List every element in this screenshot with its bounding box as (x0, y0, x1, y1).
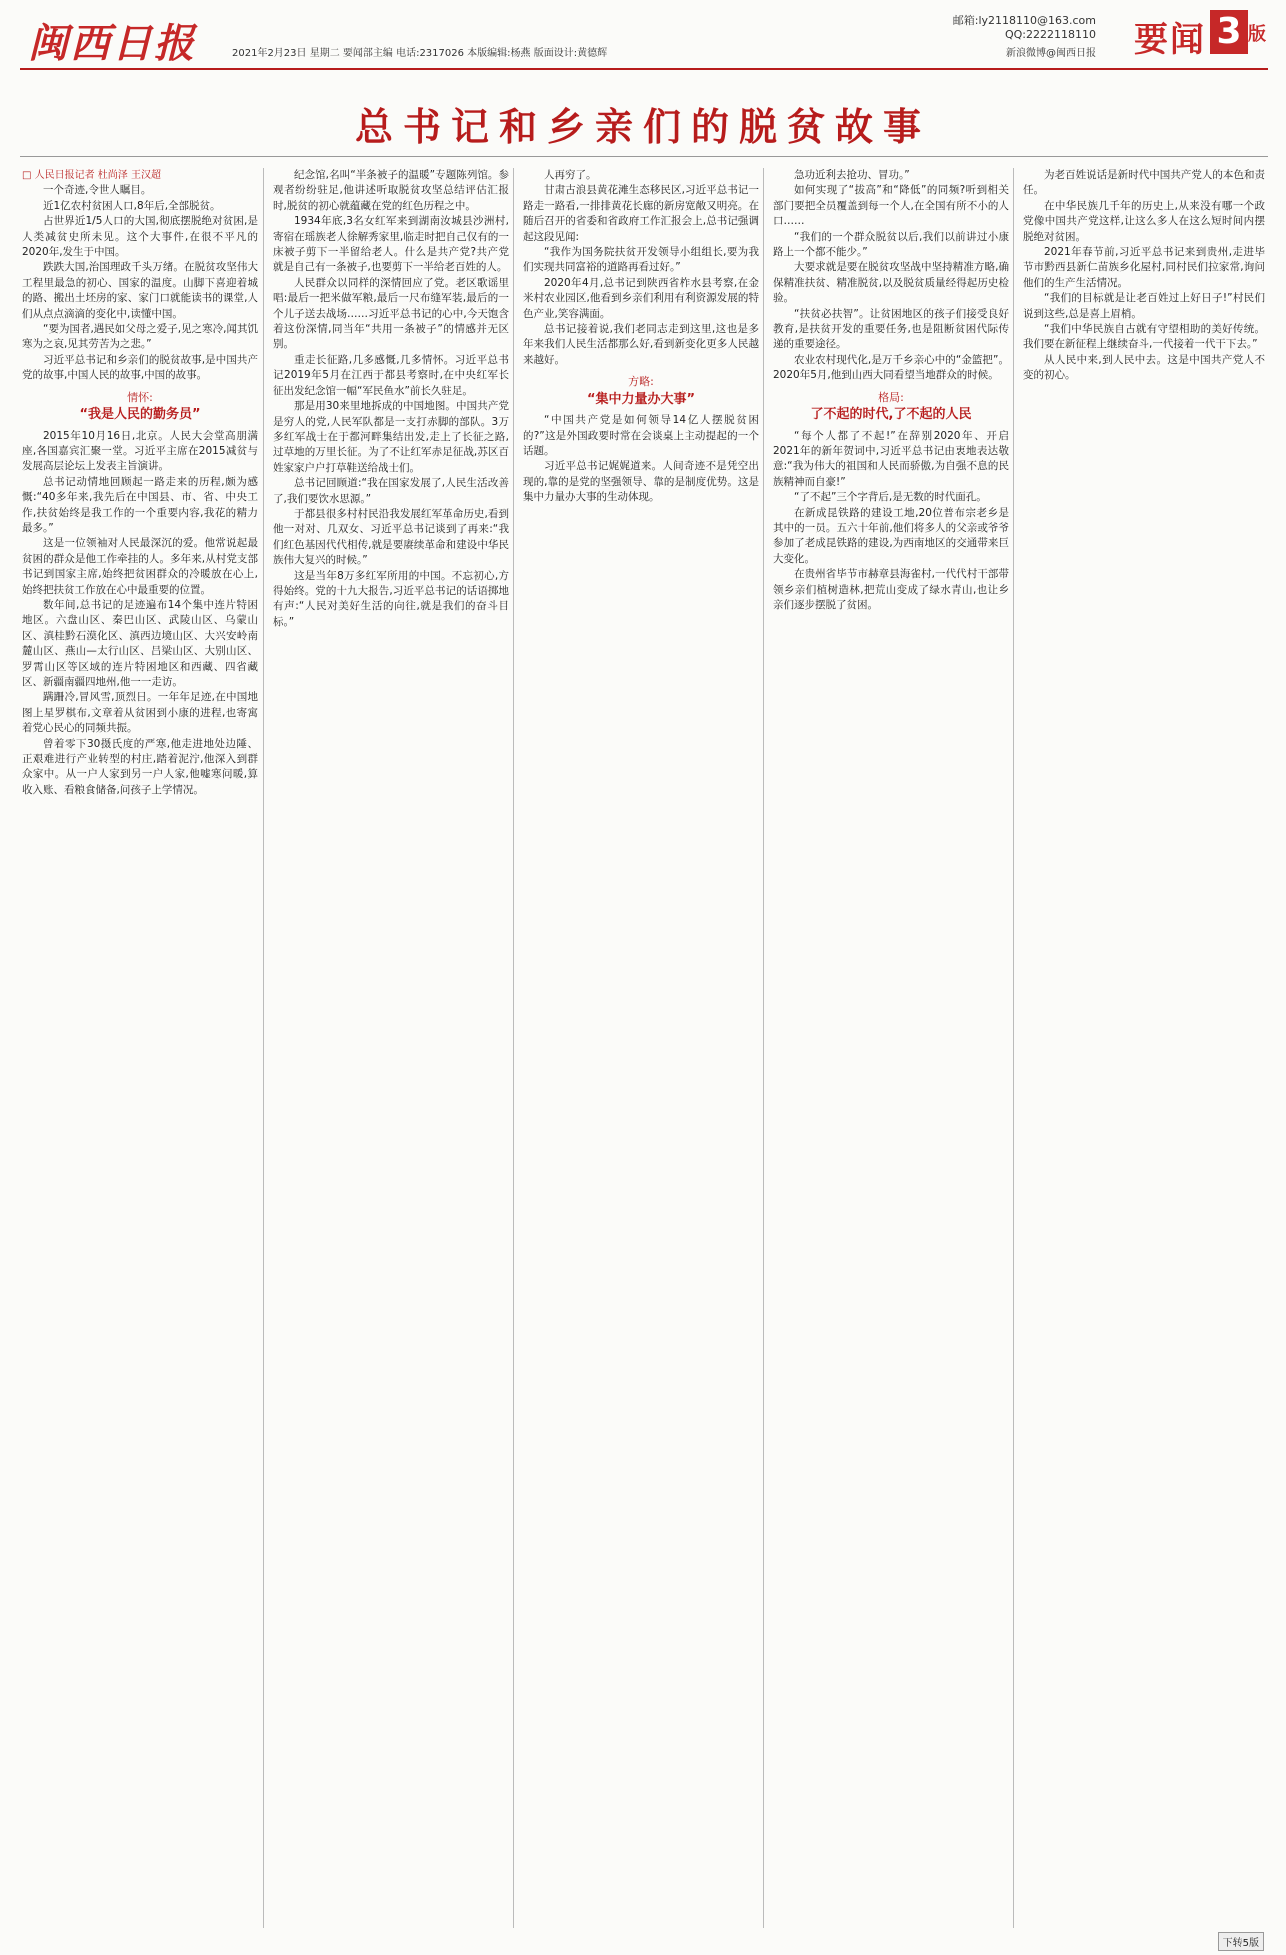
page-suffix: 版 (1248, 24, 1266, 45)
article-paragraph: 这是一位领袖对人民最深沉的爱。他常说起最贫困的群众是他工作牵挂的人。多年来,从村党支部书记到国家主席,始终把贫困群众的冷暖放在心上,始终把扶贫工作放在心中最重要的位置。 (22, 537, 258, 596)
article-paragraph: 人再穷了。 (544, 169, 597, 181)
contact-email: 邮箱:ly2118110@163.com (952, 14, 1096, 27)
article-paragraph: 2020年4月,总书记到陕西省柞水县考察,在金米村农业园区,他看到乡亲们利用有利资源发展的特色产业,笑容满面。 (523, 276, 759, 320)
article-paragraph: 于都县很多村村民沿我发展红军革命历史,看到他一对对、几双女、习近平总书记谈到了再来:“我们红色基因代代相传,就是要赓续革命和建设中华民族伟大复兴的时候。” (273, 507, 509, 567)
article-column-1 (22, 168, 258, 1928)
section-title: “集中力量办大事” (586, 391, 696, 407)
article-column-5 (1023, 168, 1265, 1928)
column-divider (1013, 168, 1014, 1928)
article-paragraph: 从人民中来,到人民中去。这是中国共产党人不变的初心。 (1023, 353, 1265, 382)
continued-tag: 下转5版 (1218, 1932, 1264, 1951)
article-paragraph: “要为国者,遇民如父母之爱子,见之寒冷,闻其饥寒为之哀,见其劳苦为之悲。” (22, 323, 258, 351)
article-paragraph: 为老百姓说话是新时代中国共产党人的本色和责任。 (1023, 169, 1265, 197)
article-paragraph: 跌跌大国,治国理政千头万绪。在脱贫攻坚伟大工程里最急的初心、国家的温度。山脚下喜迎着城的路、搬出土坯房的家、家门口就能读书的课堂,人们从点点滴滴的变化中,读懂中国。 (22, 261, 258, 320)
section-title: 了不起的时代,了不起的人民 (810, 407, 972, 423)
col3b-paragraphs (523, 413, 759, 505)
col1-paragraphs (22, 183, 258, 383)
article-paragraph: 总书记动情地回顾起一路走来的历程,颇为感慨:“40多年来,我先后在中国县、市、省、中央工作,扶贫始终是我工作的一个重要内容,我花的精力最多。” (22, 475, 258, 534)
section-subhead: 方略: (628, 375, 654, 389)
section-name: 要闻 (1134, 20, 1206, 60)
col4b-paragraphs (773, 429, 1009, 614)
article-paragraph: 总书记接着说,我们老同志走到这里,这也是多年来我们人民生活都那么好,看到新变化更多人民越来越好。 (523, 323, 759, 366)
article-paragraph: “每个人都了不起!”在辞别2020年、开启2021年的新年贺词中,习近平总书记由衷地表达敬意:“我为伟大的祖国和人民而骄傲,为自强不息的民族精神而自豪!” (773, 429, 1009, 488)
article-paragraph: 大要求就是要在脱贫攻坚战中坚持精准方略,确保精准扶贫、精准脱贫,以及脱贫质量经得起历史检验。 (773, 261, 1009, 305)
article-paragraph: 这是当年8万多红军所用的中国。不忘初心,方得始终。党的十九大报告,习近平总书记的话语掷地有声:“人民对美好生活的向往,就是我们的奋斗目标。” (273, 569, 509, 628)
article-paragraph: 占世界近1/5人口的大国,彻底摆脱绝对贫困,是人类减贫史所未见。这个大事件,在很不平凡的2020年,发生于中国。 (22, 215, 258, 259)
section-title: “我是人民的勤务员” (79, 407, 201, 423)
article-paragraph: 一个奇迹,令世人瞩目。 (43, 184, 152, 197)
article-paragraph: 重走长征路,几多感慨,几多情怀。习近平总书记2019年5月在江西于都县考察时,在中央红军长征出发纪念馆一幅“军民鱼水”前长久驻足。 (273, 353, 509, 397)
column-divider (763, 168, 764, 1928)
article-paragraph: 总书记回顾道:“我在国家发展了,人民生活改善了,我们要饮水思源。” (273, 477, 509, 505)
contact-qq: QQ:2222118110 (1004, 28, 1096, 41)
article-paragraph: “扶贫必扶智”。让贫困地区的孩子们接受良好教育,是扶贫开发的重要任务,也是阻断贫困代际传递的重要途径。 (773, 307, 1009, 351)
section-subhead: 情怀: (127, 390, 153, 404)
issue-info-line: 2021年2月23日 星期二 要闻部主编 电话:2317026 本版编辑:杨燕 版面设计:黄德辉 (232, 48, 608, 59)
article-paragraph: 数年间,总书记的足迹遍布14个集中连片特困地区。六盘山区、秦巴山区、武陵山区、乌蒙山区、滇桂黔石漠化区、滇西边境山区、大兴安岭南麓山区、燕山—太行山区、吕梁山区、大别山区、罗霄山区等区域的连片特困地区和西藏、四省藏区、新疆南疆四地州,他一一走访。 (22, 598, 258, 688)
section-subhead: 格局: (878, 390, 904, 404)
article-column-2 (273, 168, 509, 1928)
column-divider (513, 168, 514, 1928)
article-paragraph: “我们的目标就是让老百姓过上好日子!”村民们说到这些,总是喜上眉梢。 (1023, 292, 1265, 320)
article-paragraph: 习近平总书记娓娓道来。人间奇迹不是凭空出现的,靠的是党的坚强领导、靠的是制度优势。这是集中力量办大事的生动体现。 (523, 460, 759, 504)
weibo-account: 新浪微博@闽西日报 (1006, 48, 1096, 59)
headline-rule (20, 156, 1268, 157)
article-column-3 (523, 168, 759, 1928)
col5-paragraphs (1023, 168, 1265, 384)
byline: □ 人民日报记者 杜尚泽 王汉超 (22, 170, 161, 181)
article-paragraph: 1934年底,3名女红军来到湖南汝城县沙洲村,寄宿在瑶族老人徐解秀家里,临走时把自己仅有的一床被子剪下一半留给老人。什么是共产党?共产党就是自己有一条被子,也要剪下一半给老百姓的人。 (273, 215, 509, 274)
article-paragraph: 纪念馆,名叫“半条被子的温暖”专题陈列馆。参观者纷纷驻足,他讲述听取脱贫攻坚总结评估汇报时,脱贫的初心就蕴藏在党的红色历程之中。 (273, 169, 509, 212)
article-paragraph: “我作为国务院扶贫开发领导小组组长,要为我们实现共同富裕的道路再看过好。” (523, 246, 759, 274)
col4-paragraphs (773, 168, 1009, 384)
article-paragraph: 急功近利去抢功、冒功。” (794, 169, 910, 181)
article-paragraph: 习近平总书记和乡亲们的脱贫故事,是中国共产党的故事,中国人民的故事,中国的故事。 (22, 353, 258, 382)
masthead (20, 6, 1268, 70)
article-paragraph: 2015年10月16日,北京。人民大会堂高朋满座,各国嘉宾汇聚一堂。习近平主席在2015减贫与发展高层论坛上发表主旨演讲。 (22, 429, 258, 473)
article-headline: 总书记和乡亲们的脱贫故事 (354, 105, 931, 149)
article-paragraph: 在贵州省毕节市赫章县海雀村,一代代村干部带领乡亲们植树造林,把荒山变成了绿水青山,也让乡亲们逐步摆脱了贫困。 (773, 568, 1009, 611)
newspaper-logo: 闽西日报 (28, 20, 196, 67)
article-paragraph: 人民群众以同样的深情回应了党。老区歌谣里唱:最后一把米做军粮,最后一尺布缝军装,最后的一个儿子送去战场……习近平总书记的心中,今天饱含着这份深情,同当年“共用一条被子”的情感并无区别。 (273, 276, 509, 351)
col1b-paragraphs (22, 429, 258, 799)
article-paragraph: 曾着零下30摄氏度的严寒,他走进地处边陲、正艰难进行产业转型的村庄,踏着泥泞,他深入到群众家中。从一户人家到另一户人家,他嘘寒问暖,算收入账、看粮食储备,问孩子上学情况。 (22, 737, 258, 796)
article-paragraph: 2021年春节前,习近平总书记来到贵州,走进毕节市黔西县新仁苗族乡化屋村,同村民们拉家常,询问他们的生产生活情况。 (1023, 246, 1265, 289)
article-paragraph: “中国共产党是如何领导14亿人摆脱贫困的?”这是外国政要时常在会谈桌上主动提起的一个话题。 (523, 414, 759, 457)
article-paragraph: 在新成昆铁路的建设工地,20位普布宗老乡是其中的一员。五六十年前,他们将多人的父亲或爷爷参加了老成昆铁路的建设,为西南地区的交通带来巨大变化。 (773, 506, 1009, 565)
col3a-paragraph (523, 168, 759, 368)
col2-paragraphs (273, 168, 509, 630)
article-paragraph: “我们的一个群众脱贫以后,我们以前讲过小康路上一个都不能少。” (773, 230, 1009, 259)
article-paragraph: 在中华民族几千年的历史上,从来没有哪一个政党像中国共产党这样,让这么多人在这么短时间内摆脱绝对贫困。 (1023, 199, 1265, 243)
article-paragraph: 农业农村现代化,是万千乡亲心中的“金篮把”。2020年5月,他到山西大同看望当地群众的时候。 (773, 353, 1009, 382)
article-column-4 (773, 168, 1009, 1928)
article-paragraph: 蹒跚冷,冒风雪,顶烈日。一年年足迹,在中国地图上星罗棋布,文章着从贫困到小康的进程,也寄寓着党心民心的同频共振。 (22, 691, 258, 735)
article-paragraph: 近1亿农村贫困人口,8年后,全部脱贫。 (43, 199, 221, 212)
page-number: 3 (1210, 10, 1248, 54)
column-divider (263, 168, 264, 1928)
article-paragraph: 甘肃古浪县黄花滩生态移民区,习近平总书记一路走一路看,一排排黄花长廊的新房宽敞又明亮。在随后召开的省委和省政府工作汇报会上,总书记强调起这段见闻: (523, 184, 759, 243)
article-paragraph: 那是用30来里地拆成的中国地图。中国共产党是穷人的党,人民军队都是一支打赤脚的部队。3万多红军战士在于都河畔集结出发,走上了长征之路,过草地的万里长征。为了不让红军赤足征战,苏区百姓家家户户打草鞋送给战士们。 (273, 400, 509, 474)
article-paragraph: “了不起”三个字背后,是无数的时代面孔。 (794, 491, 987, 504)
article-paragraph: “我们中华民族自古就有守望相助的美好传统。我们要在新征程上继续奋斗,一代接着一代干下去。” (1023, 323, 1265, 351)
article-paragraph: 如何实现了“拔高”和“降低”的同频?听到相关部门要把全员覆盖到每一个人,在全国有所不小的人口…… (773, 184, 1009, 228)
